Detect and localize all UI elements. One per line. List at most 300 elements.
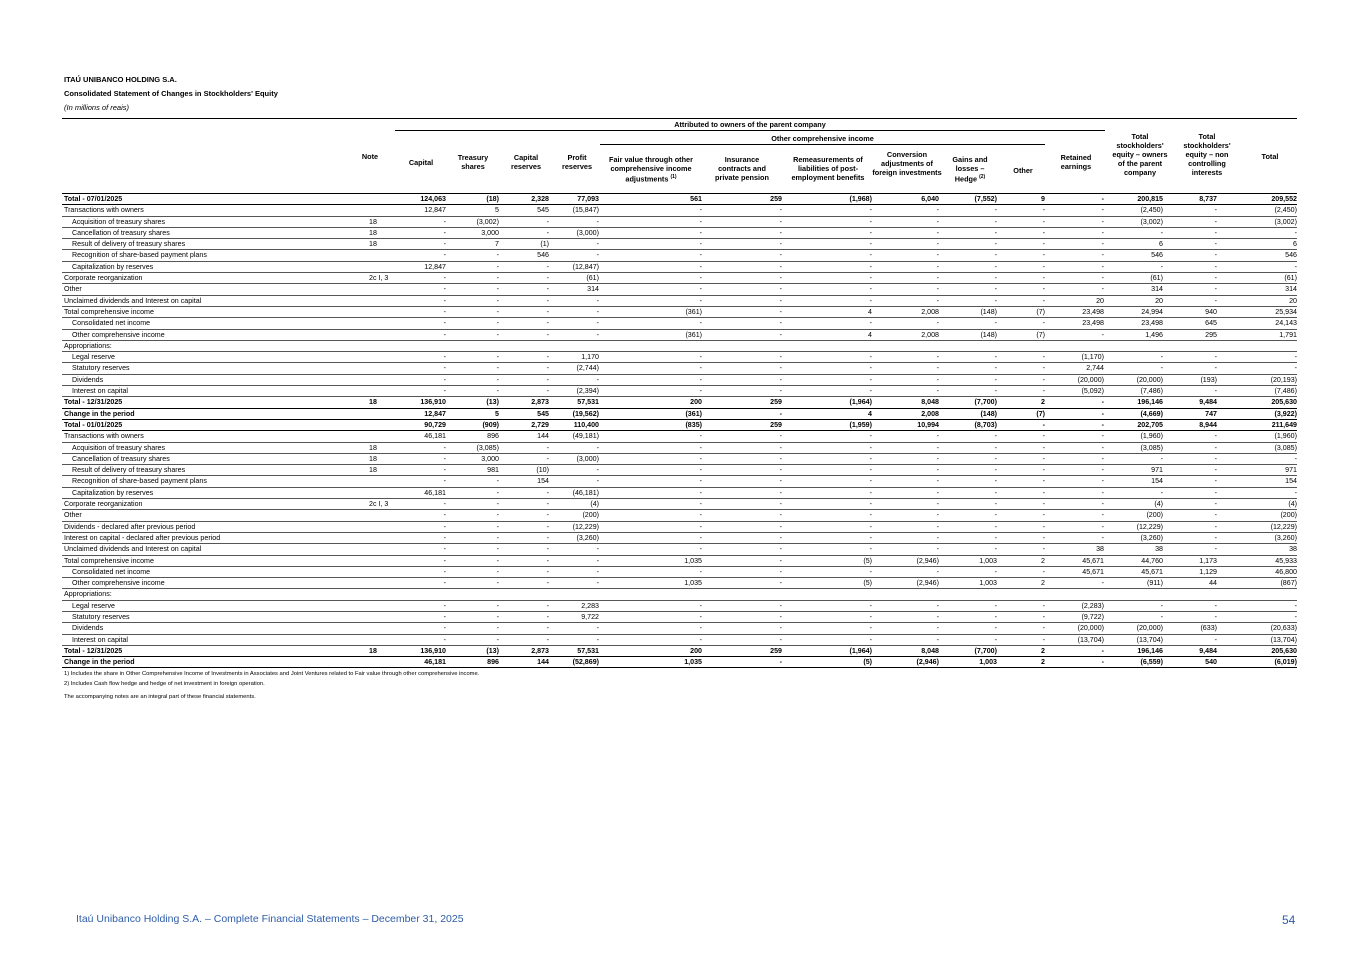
cell-retained: (9,722) [1081,612,1104,621]
cell-total-noncontrolling: - [1214,545,1217,554]
cell-profit-reserves: 314 [587,285,599,294]
table-row [62,431,1297,442]
cell-gains-losses: (7,700) [974,646,997,655]
cell-remeasurements: - [869,262,872,271]
cell-total: (3,260) [1274,533,1297,542]
cell-retained: - [1101,646,1104,655]
cell-total: - [1294,612,1297,621]
cell-gains-losses: - [994,612,997,621]
row-label: Capitalization by reserves [72,488,154,497]
cell-gains-losses: (7,552) [974,195,997,203]
cell-other: - [1042,601,1045,610]
cell-capital-reserves: - [546,330,549,339]
cell-profit-reserves: 2,283 [581,601,599,610]
table-row [62,250,1297,261]
cell-remeasurements: 4 [868,330,872,339]
cell-capital: 90,729 [424,420,446,429]
cell-capital-reserves: - [546,443,549,452]
cell-gains-losses: - [994,522,997,531]
cell-capital: - [443,330,446,339]
footnote-2: 2) Includes Cash flow hedge and hedge of net investment in foreign operation. [64,681,265,687]
cell-total: 1,791 [1279,330,1297,339]
row-label: Other [64,285,82,294]
cell-other: - [1042,432,1045,441]
cell-total: (1,960) [1274,432,1297,441]
cell-treasury: - [496,556,499,565]
cell-other: 2 [1041,579,1045,588]
row-label: Consolidated net income [72,567,151,576]
cell-insurance: - [779,375,782,384]
cell-treasury: - [496,500,499,509]
cell-other: - [1042,500,1045,509]
cell-capital: - [443,500,446,509]
cell-capital-reserves: - [546,387,549,396]
row-label: Consolidated net income [72,319,151,328]
cell-gains-losses: - [994,624,997,633]
cell-profit-reserves: (3,000) [576,228,599,237]
row-note: 18 [369,466,377,475]
table-row [62,352,1297,363]
cell-total: 211,649 [1271,420,1297,429]
cell-other: - [1042,511,1045,520]
cell-total-parent: 44,760 [1141,556,1163,565]
cell-fair-value: - [699,251,702,260]
table-row [62,635,1297,646]
col-fair-value-sup: (1) [670,174,677,180]
cell-capital-reserves: - [546,454,549,463]
cell-total-parent: (2,450) [1140,206,1163,215]
cell-total-parent: 196,146 [1137,646,1163,655]
cell-profit-reserves: - [596,375,599,384]
cell-conversion: - [936,443,939,452]
cell-remeasurements: - [869,296,872,305]
cell-total-parent: 202,705 [1137,420,1163,429]
cell-total: (12,229) [1270,522,1297,531]
cell-conversion: - [936,251,939,260]
cell-capital-reserves: - [546,522,549,531]
cell-retained: (13,704) [1077,635,1104,644]
cell-total: (200) [1280,511,1297,520]
table-row [62,443,1297,454]
col-fair-value-label: Fair value through other comprehensive income adjustments [609,155,693,184]
cell-gains-losses: - [994,262,997,271]
cell-treasury: - [496,307,499,316]
cell-insurance: - [779,285,782,294]
cell-capital: - [443,522,446,531]
cell-total: 6 [1293,240,1297,249]
cell-capital: - [443,454,446,463]
cell-fair-value: 1,035 [684,579,702,588]
table-row [62,397,1297,408]
cell-total-parent: - [1160,488,1163,497]
cell-capital: - [443,567,446,576]
cell-fair-value: - [699,545,702,554]
col-note: Note [361,152,379,161]
cell-retained: - [1101,409,1104,418]
cell-conversion: - [936,533,939,542]
cell-total-parent: 971 [1151,466,1163,475]
cell-capital-reserves: - [546,500,549,509]
table-row [62,386,1297,397]
table-row [62,296,1297,307]
cell-insurance: - [779,251,782,260]
cell-conversion: 2,008 [921,307,939,316]
cell-capital-reserves: - [546,319,549,328]
cell-total-noncontrolling: 8,737 [1199,195,1217,203]
cell-treasury: 981 [487,466,499,475]
cell-profit-reserves: - [596,251,599,260]
cell-profit-reserves: - [596,307,599,316]
cell-fair-value: - [699,624,702,633]
units-note: (In millions of reais) [64,103,130,112]
table-row [62,556,1297,567]
cell-insurance: - [779,228,782,237]
cell-total-noncontrolling: - [1214,466,1217,475]
cell-other: 2 [1041,556,1045,565]
cell-total-noncontrolling: 1,173 [1199,556,1217,565]
col-treasury: Treasury shares [457,153,489,171]
cell-total-parent: (911) [1146,579,1163,588]
table-row [62,476,1297,487]
cell-fair-value: - [699,274,702,283]
cell-gains-losses: (7,700) [974,398,997,407]
cell-total-noncontrolling: - [1214,454,1217,463]
col-gains-sup: (2) [979,174,986,180]
cell-capital-reserves: 546 [537,251,549,260]
cell-capital-reserves: - [546,545,549,554]
table-row [62,646,1297,657]
cell-total-parent: (20,000) [1136,624,1163,633]
cell-gains-losses: 1,003 [979,658,997,667]
cell-remeasurements: (5) [863,556,872,565]
row-note: 18 [369,443,377,452]
cell-retained: 20 [1096,296,1104,305]
row-label: Result of delivery of treasury shares [72,466,186,475]
cell-remeasurements: - [869,466,872,475]
cell-treasury: (18) [486,195,499,203]
cell-fair-value: - [699,262,702,271]
cell-treasury: (3,085) [476,443,499,452]
cell-capital: - [443,466,446,475]
cell-remeasurements: - [869,285,872,294]
row-label: Total - 12/31/2025 [64,646,123,655]
cell-capital-reserves: - [546,533,549,542]
cell-total-noncontrolling: - [1214,522,1217,531]
cell-conversion: - [936,240,939,249]
cell-gains-losses: - [994,228,997,237]
cell-retained: - [1101,251,1104,260]
cell-capital-reserves: - [546,612,549,621]
cell-fair-value: - [699,567,702,576]
cell-total-parent: - [1160,262,1163,271]
cell-conversion: - [936,454,939,463]
cell-total: (7,486) [1274,387,1297,396]
cell-profit-reserves: (49,181) [572,432,599,441]
cell-remeasurements: 4 [868,409,872,418]
cell-total: 20 [1289,296,1297,305]
cell-capital: - [443,387,446,396]
col-total: Total [1261,152,1279,161]
table-row [62,623,1297,634]
cell-total-parent: (4) [1154,500,1163,509]
cell-total-parent: (6,559) [1140,658,1163,667]
cell-retained: (2,283) [1081,601,1104,610]
oci-group-rule [600,144,1045,145]
row-label: Other [64,511,82,520]
cell-conversion: - [936,262,939,271]
row-label: Legal reserve [72,601,115,610]
cell-treasury: - [496,387,499,396]
cell-treasury: - [496,330,499,339]
cell-conversion: - [936,353,939,362]
cell-gains-losses: 1,003 [979,579,997,588]
cell-total-noncontrolling: - [1214,533,1217,542]
cell-total-parent: 45,671 [1141,567,1163,576]
cell-fair-value: - [699,387,702,396]
cell-total: 24,143 [1275,319,1297,328]
cell-capital-reserves: - [546,624,549,633]
cell-gains-losses: - [994,432,997,441]
cell-fair-value: - [699,285,702,294]
row-label: Statutory reserves [72,612,130,621]
cell-remeasurements: - [869,375,872,384]
cell-conversion: - [936,601,939,610]
cell-insurance: - [779,601,782,610]
row-label: Statutory reserves [72,364,130,373]
cell-treasury: 7 [495,240,499,249]
cell-retained: 45,671 [1082,567,1104,576]
cell-insurance: - [779,443,782,452]
cell-remeasurements: - [869,364,872,373]
row-note: 18 [369,240,377,249]
page-number: 54 [1282,913,1296,927]
cell-remeasurements: - [869,251,872,260]
cell-total-noncontrolling: 1,129 [1199,567,1217,576]
cell-capital: - [443,274,446,283]
cell-profit-reserves: - [596,556,599,565]
table-row [62,217,1297,228]
cell-retained: 23,498 [1082,319,1104,328]
table-row [62,465,1297,476]
cell-remeasurements: - [869,217,872,226]
cell-treasury: 896 [487,432,499,441]
cell-retained: - [1101,240,1104,249]
table-row [62,612,1297,623]
cell-total-noncontrolling: - [1214,251,1217,260]
cell-insurance: - [779,274,782,283]
cell-capital: - [443,477,446,486]
cell-total-noncontrolling: - [1214,511,1217,520]
cell-retained: (20,000) [1077,624,1104,633]
cell-other: - [1042,624,1045,633]
cell-total-noncontrolling: - [1214,635,1217,644]
cell-total-noncontrolling: - [1214,353,1217,362]
cell-profit-reserves: (2,394) [576,387,599,396]
cell-other: - [1042,375,1045,384]
cell-total-noncontrolling: - [1214,612,1217,621]
cell-total-noncontrolling: - [1214,488,1217,497]
cell-other: - [1042,420,1045,429]
cell-treasury: 3,000 [481,228,499,237]
cell-conversion: 8,048 [921,646,939,655]
cell-retained: - [1101,432,1104,441]
cell-remeasurements: (1,968) [849,195,872,203]
cell-gains-losses: - [994,500,997,509]
cell-other: 2 [1041,398,1045,407]
cell-fair-value: - [699,240,702,249]
cell-total-parent: (1,960) [1140,432,1163,441]
cell-treasury: - [496,624,499,633]
cell-insurance: - [779,579,782,588]
cell-other: - [1042,251,1045,260]
cell-conversion: 8,048 [921,398,939,407]
integral-note: The accompanying notes are an integral part of these financial statements. [64,694,256,700]
cell-total: (20,193) [1270,375,1297,384]
cell-total-noncontrolling: - [1214,228,1217,237]
cell-other: - [1042,567,1045,576]
col-retained: Retained earnings [1060,153,1092,171]
cell-conversion: - [936,612,939,621]
cell-conversion: 10,994 [917,420,939,429]
cell-remeasurements: - [869,228,872,237]
cell-treasury: - [496,274,499,283]
cell-retained: - [1101,443,1104,452]
cell-total-noncontrolling: 645 [1205,319,1217,328]
cell-capital: 12,847 [424,206,446,215]
cell-treasury: - [496,262,499,271]
cell-total-noncontrolling: 940 [1205,307,1217,316]
cell-remeasurements: (5) [863,579,872,588]
cell-capital: - [443,217,446,226]
table-row [62,318,1297,329]
cell-gains-losses: - [994,533,997,542]
cell-capital-reserves: 2,873 [531,646,549,655]
cell-treasury: - [496,319,499,328]
cell-fair-value: - [699,206,702,215]
row-label: Acquisition of treasury shares [72,443,166,452]
cell-fair-value: 1,035 [684,658,702,667]
cell-profit-reserves: (52,869) [572,658,599,667]
row-label: Transactions with owners [64,432,144,441]
cell-total-parent: 314 [1151,285,1163,294]
cell-total-noncontrolling: - [1214,601,1217,610]
cell-total-noncontrolling: - [1214,477,1217,486]
cell-retained: - [1101,579,1104,588]
cell-fair-value: - [699,533,702,542]
cell-gains-losses: - [994,364,997,373]
cell-profit-reserves: (19,562) [572,409,599,418]
cell-total-noncontrolling: 9,484 [1199,398,1217,407]
cell-other: - [1042,387,1045,396]
cell-profit-reserves: - [596,443,599,452]
cell-capital: 46,181 [424,488,446,497]
cell-other: - [1042,466,1045,475]
cell-gains-losses: - [994,375,997,384]
cell-fair-value: - [699,454,702,463]
cell-insurance: - [779,500,782,509]
cell-remeasurements: - [869,240,872,249]
cell-total: (2,450) [1274,206,1297,215]
cell-capital-reserves: 545 [537,409,549,418]
cell-fair-value: - [699,500,702,509]
cell-other: - [1042,635,1045,644]
cell-total-parent: - [1160,364,1163,373]
cell-capital: - [443,635,446,644]
cell-retained: 2,744 [1086,364,1104,373]
row-label: Change in the period [64,658,135,667]
cell-total-noncontrolling: - [1214,364,1217,373]
row-label: Transactions with owners [64,206,144,215]
row-note: 18 [369,398,377,407]
col-profit-reserves: Profit reserves [561,153,593,171]
cell-profit-reserves: - [596,240,599,249]
cell-gains-losses: (148) [980,307,997,316]
cell-other: - [1042,364,1045,373]
cell-fair-value: - [699,375,702,384]
row-note: 18 [369,454,377,463]
cell-capital: 12,847 [424,409,446,418]
cell-conversion: - [936,217,939,226]
cell-profit-reserves: - [596,466,599,475]
cell-total-parent: 24,994 [1141,307,1163,316]
table-row [62,454,1297,465]
cell-profit-reserves: - [596,635,599,644]
cell-treasury: - [496,477,499,486]
row-label: Unclaimed dividends and Interest on capital [64,296,202,305]
cell-conversion: - [936,545,939,554]
cell-profit-reserves: 57,531 [577,398,599,407]
cell-capital-reserves: - [546,375,549,384]
cell-capital: - [443,601,446,610]
cell-insurance: - [779,307,782,316]
cell-capital: - [443,511,446,520]
table-row [62,420,1297,431]
cell-total: 314 [1285,285,1297,294]
cell-insurance: - [779,364,782,373]
cell-fair-value: (361) [685,409,702,418]
cell-retained: - [1101,533,1104,542]
table-row [62,375,1297,386]
cell-other: (7) [1036,307,1045,316]
cell-capital: - [443,624,446,633]
cell-conversion: - [936,522,939,531]
cell-total: 45,933 [1275,556,1297,565]
cell-fair-value: - [699,612,702,621]
cell-treasury: - [496,567,499,576]
cell-capital: - [443,240,446,249]
cell-total-parent: (61) [1150,274,1163,283]
cell-gains-losses: - [994,635,997,644]
cell-total: (61) [1284,274,1297,283]
cell-total-parent: 1,496 [1145,330,1163,339]
cell-other: - [1042,533,1045,542]
cell-capital: - [443,556,446,565]
table-row [62,510,1297,521]
cell-capital: 136,910 [420,646,446,655]
cell-other: - [1042,240,1045,249]
cell-total: (3,085) [1274,443,1297,452]
cell-treasury: - [496,353,499,362]
cell-insurance: - [779,511,782,520]
cell-treasury: 5 [495,409,499,418]
row-label: Cancellation of treasury shares [72,454,170,463]
cell-capital: - [443,364,446,373]
cell-conversion: - [936,511,939,520]
cell-total: - [1294,454,1297,463]
cell-insurance: - [779,466,782,475]
cell-profit-reserves: (12,847) [572,262,599,271]
cell-conversion: - [936,375,939,384]
